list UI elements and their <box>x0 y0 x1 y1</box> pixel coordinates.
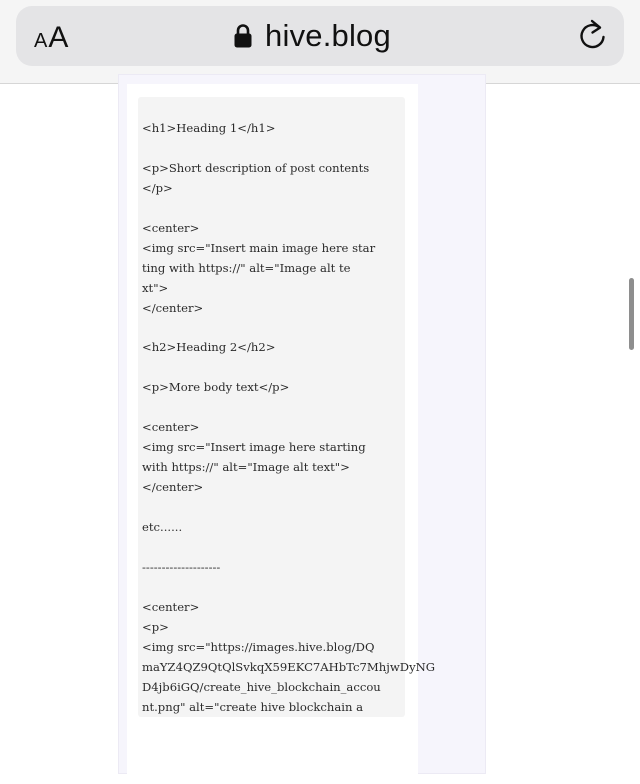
code-line: <p> <box>142 619 169 634</box>
code-line: xt"> <box>142 280 169 295</box>
code-line: maYZ4QZ9QtQlSvkqX59EKC7AHbTc7MhjwDyNG <box>142 659 436 674</box>
code-line: <h1>Heading 1</h1> <box>142 121 276 135</box>
code-line: <h2>Heading 2</h2> <box>142 340 276 355</box>
aa-large-letter: A <box>48 21 69 54</box>
lock-icon <box>233 23 253 49</box>
code-line: <img src="Insert image here starting <box>142 440 366 455</box>
page-content[interactable] <box>0 84 640 714</box>
code-line: ting with https://" alt="Image alt te <box>142 260 351 275</box>
code-line: <center> <box>142 599 200 614</box>
code-line: nt.png" alt="create hive blockchain a <box>142 699 364 714</box>
address-bar[interactable] <box>16 6 624 66</box>
code-line: <center> <box>142 420 200 435</box>
scrollbar-thumb[interactable] <box>629 278 634 350</box>
code-line: </p> <box>142 180 173 195</box>
code-line: with https://" alt="Image alt text"> <box>142 460 350 475</box>
code-line: etc...... <box>142 520 183 535</box>
aa-small-letter: A <box>34 30 48 52</box>
code-line: </center> <box>142 480 204 495</box>
code-line: <img src="Insert main image here star <box>142 240 376 255</box>
code-line: <p>More body text</p> <box>142 380 290 395</box>
code-line: <img src="https://images.hive.blog/DQ <box>142 639 375 654</box>
code-line: <p>Short description of post contents <box>142 160 370 175</box>
code-line: D4jb6iGQ/create_hive_blockchain_accou <box>142 679 381 694</box>
code-block <box>138 97 436 717</box>
domain-text: hive.blog <box>265 18 391 53</box>
reload-icon[interactable] <box>578 18 608 52</box>
code-line: </center> <box>142 300 204 315</box>
code-text <box>138 97 436 718</box>
address-display[interactable] <box>16 18 624 54</box>
browser-toolbar <box>0 0 640 84</box>
code-line: -------------------- <box>142 559 221 574</box>
code-line: <center> <box>142 220 200 235</box>
